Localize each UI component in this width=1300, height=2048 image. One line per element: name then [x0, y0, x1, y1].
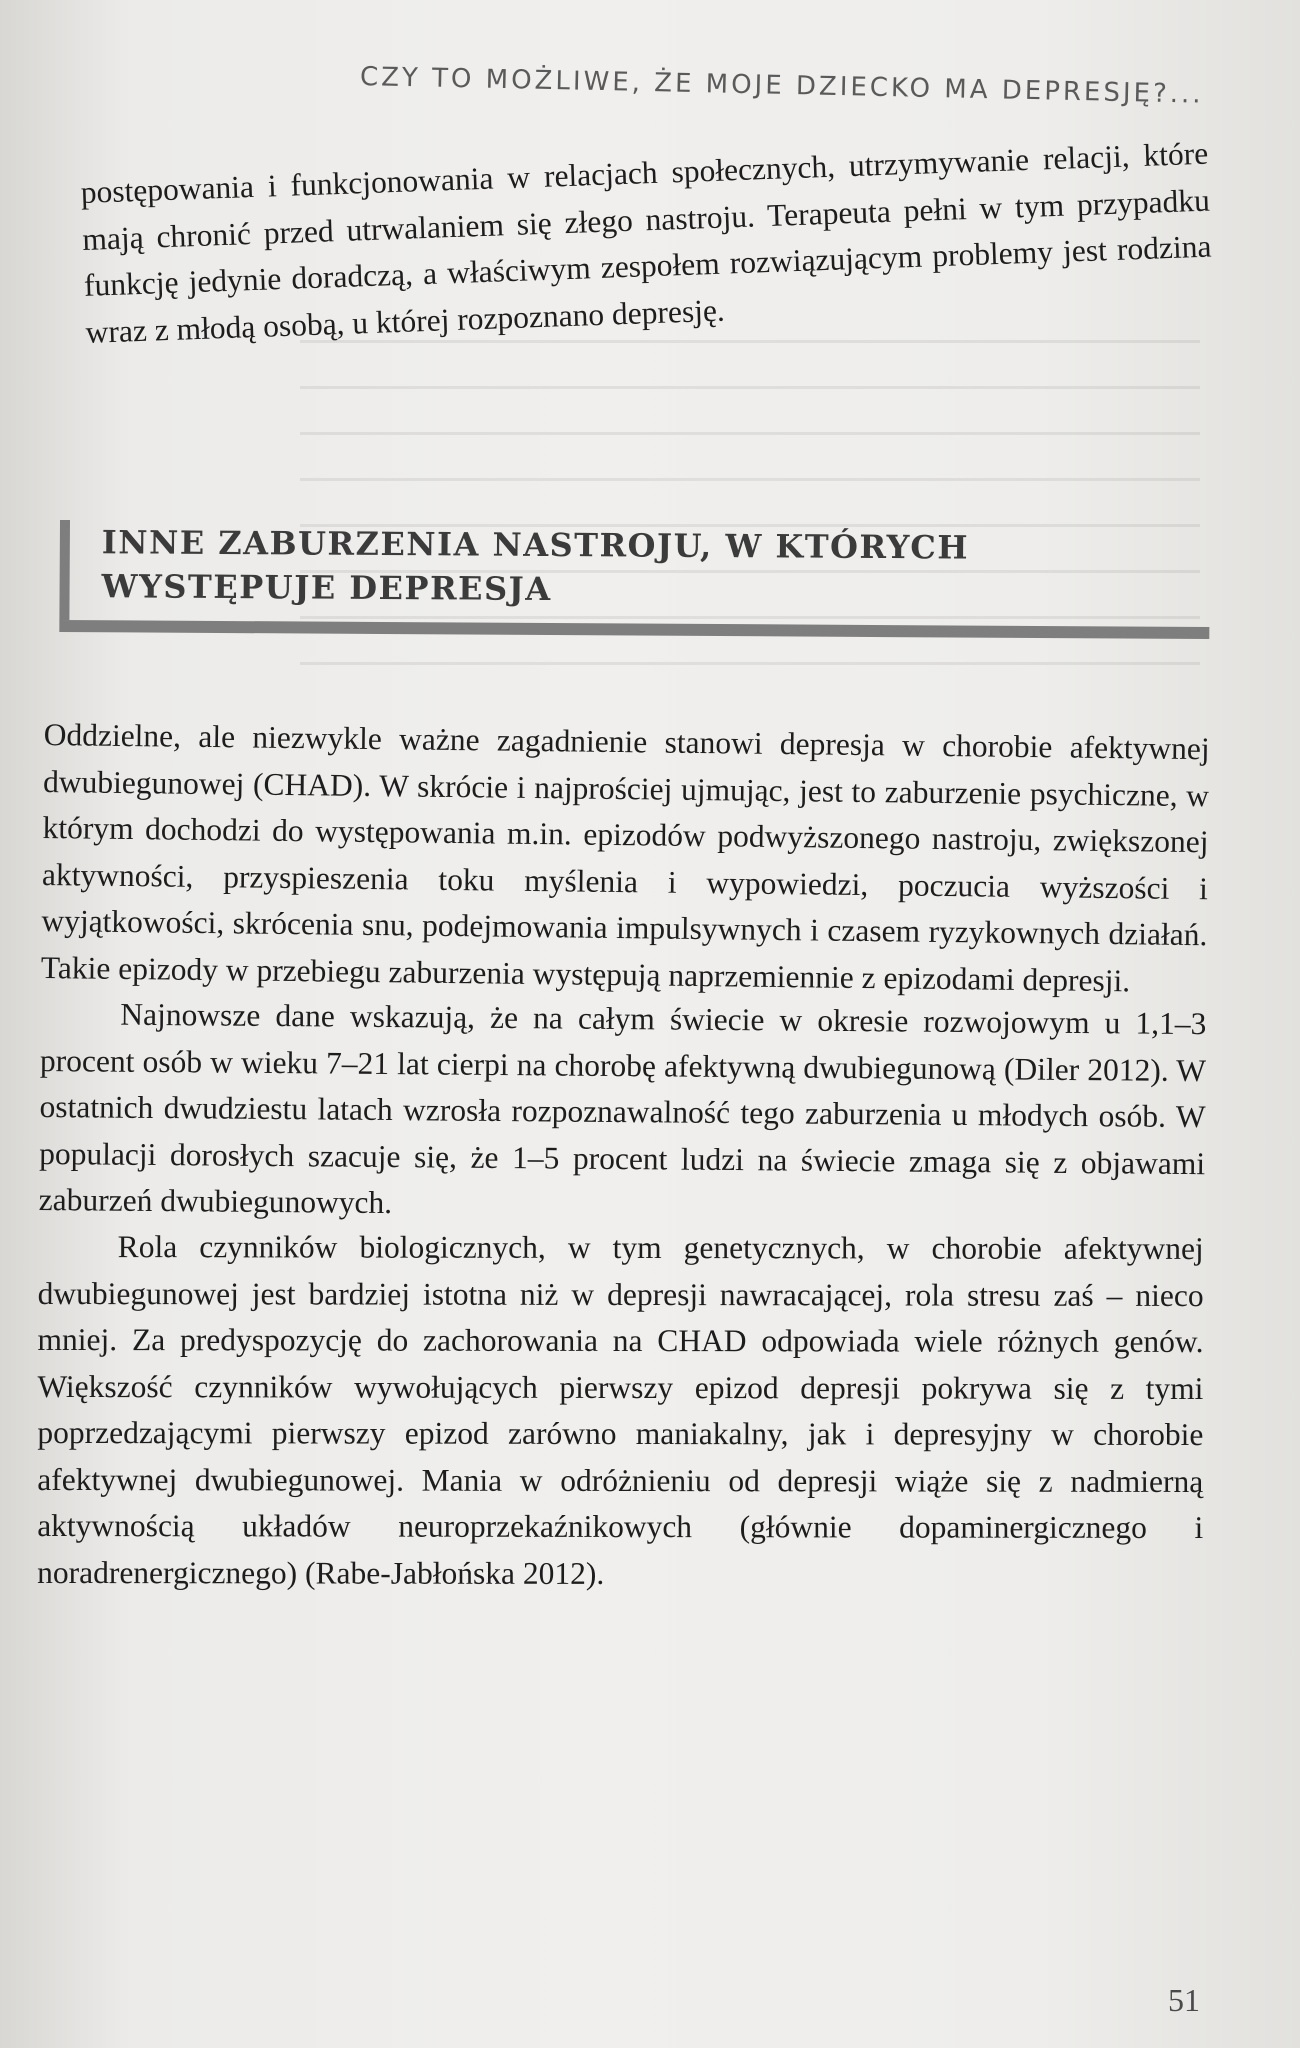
show-through-texture	[300, 340, 1200, 700]
body-paragraph-3: Rola czynników biologicznych, w tym genetycznych, w chorobie afektywnej dwubiegunowej jest bardziej istotna niż w depresji nawracającej, rola stresu zaś – nieco mniej. Za predyspozycję do zachorowania na CHAD odpowiada wiele różnych genów. Większość czynników wywołujących pierwszy epizod depresji pokrywa się z tymi poprzedzającymi pierwszy epizod zarówno maniakalny, jak i depresyjny w chorobie afektywnej dwubiegunowej. Mania w odróżnieniu od depresji wiąże się z nadmierną aktywnością układów neuroprzekaźnikowych (głównie dopaminergicznego i noradrenergicznego) (Rabe-Jabłońska 2012).	[37, 1228, 1204, 1590]
intro-paragraph-text: postępowania i funkcjonowania w relacjach społecznych, utrzymywanie relacji, które mają chronić przed utrwalaniem się złego nastroju. Terapeuta pełni w tym przypadku funkcję jedynie doradczą, a właściwym zespołem rozwiązującym problemy jest rodzina wraz z młodą osobą, u której rozpoznano depresję.	[80, 135, 1212, 350]
section-heading	[101, 520, 1152, 614]
intro-paragraph	[80, 131, 1214, 356]
body-paragraph-1: Oddzielne, ale niezwykle ważne zagadnienie stanowi depresja w chorobie afektywnej dwubiegunowej (CHAD). W skrócie i najprościej ujmując, jest to zaburzenie psychiczne, w którym dochodzi do występowania m.in. epizodów podwyższonego nastroju, zwiększonej aktywności, przyspieszenia toku myślenia i wypowiedzi, poczucia wyższości i wyjątkowości, skrócenia snu, podejmowania impulsywnych i czasem ryzykownych działań. Takie epizody w przebiegu zaburzenia występują naprzemiennie z epizodami depresji.	[40, 716, 1210, 998]
running-header: CZY TO MOŻLIWE, ŻE MOJE DZIECKO MA DEPRESJĘ?...	[359, 62, 1204, 110]
section-heading-left-rule	[59, 520, 70, 620]
section-heading-line-1: INNE ZABURZENIA NASTROJU, W KTÓRYCH	[101, 523, 970, 567]
body-paragraph-2: Najnowsze dane wskazują, że na całym świecie w okresie rozwojowym u 1,1–3 procent osób w wieku 7–21 lat cierpi na chorobę afektywną dwubiegunową (Diler 2012). W ostatnich dwudziestu latach wzrosła rozpoznawalność tego zaburzenia u młodych osób. W populacji dorosłych szacuje się, że 1–5 procent ludzi na świecie zmaga się z objawami zaburzeń dwubiegunowych.	[38, 996, 1207, 1221]
body-text	[33, 712, 1210, 1610]
section-heading-box	[59, 520, 1210, 642]
section-heading-bottom-rule	[59, 620, 1209, 639]
section-heading-line-2: WYSTĘPUJE DEPRESJA	[101, 567, 552, 609]
page-number: 51	[1168, 1982, 1200, 2018]
